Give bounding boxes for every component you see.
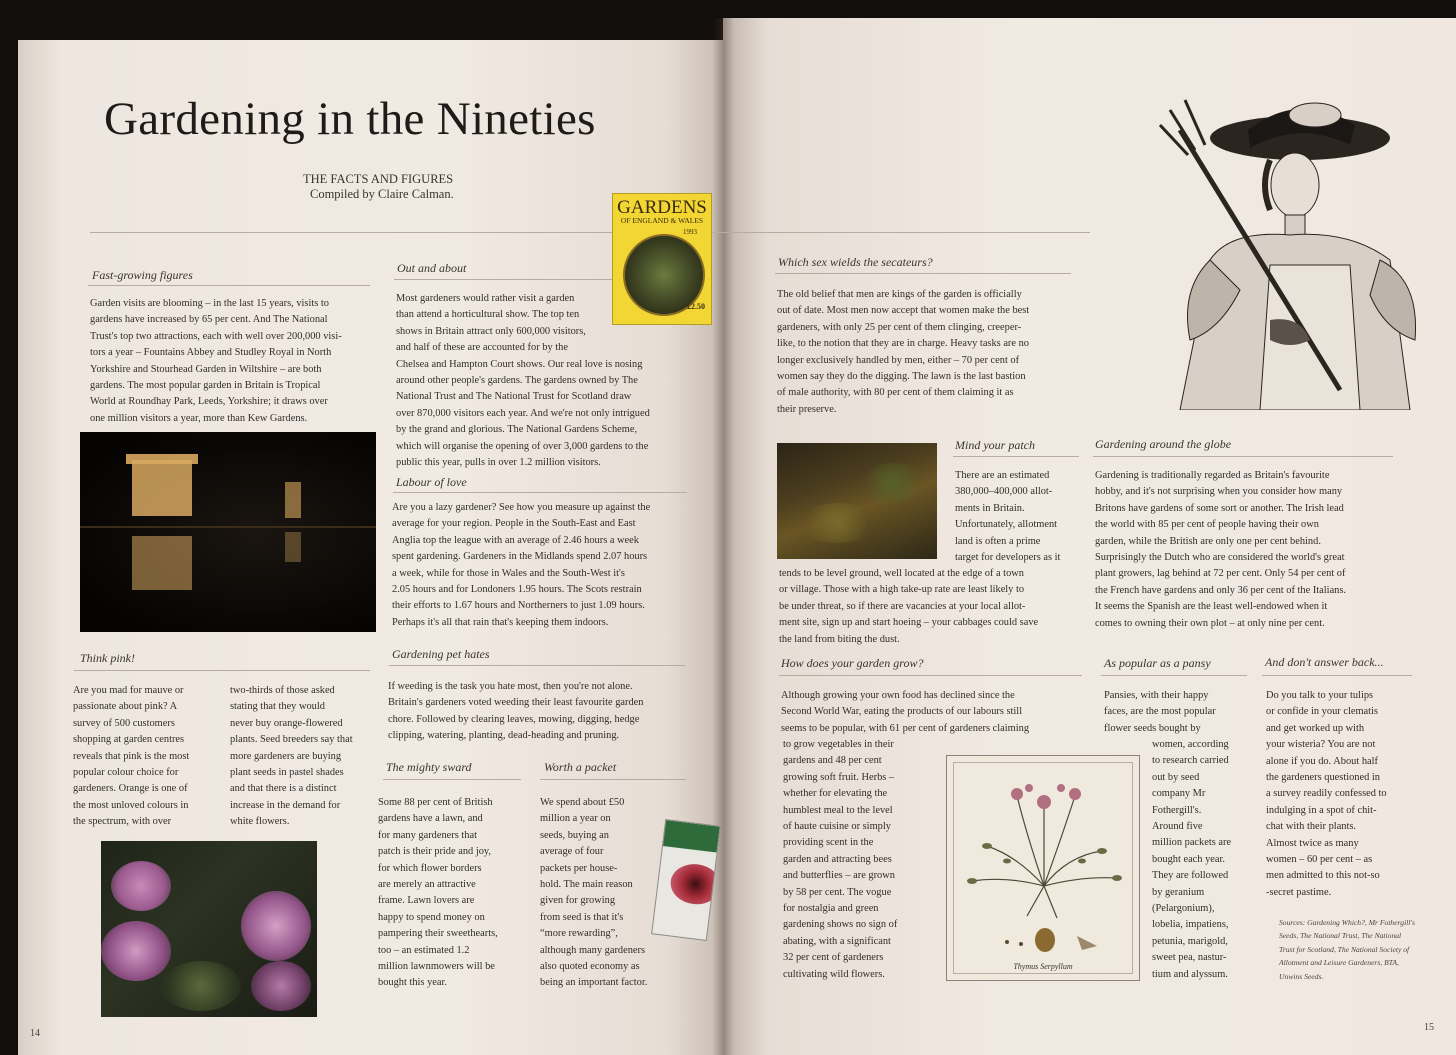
section-body-garden-grow-wide: Although growing your own food has declined since the Second World War, eating the products of our labours still seems to be popular, with 61 per cent of gardeners claiming (781, 690, 1030, 734)
section-heading-out-and-about: Out and about (397, 261, 467, 275)
section-body-which-sex: The old belief that men are kings of the garden is officially out of date. Most men now accept that women make the best gardeners, with only 25 per cent of them clinging, creeper- like, to the notion that they are in charge. Heavy tasks are no longer exclusively handled by men, either – 70 per cent of women say they do the digging. The lawn is the last bastion of male authority, with 80 per cent of them claiming it as their preserve. (777, 289, 1030, 415)
section-heading-pet-hates: Gardening pet hates (392, 647, 490, 661)
heading-rule (540, 779, 686, 780)
section-body-labour-of-love: Are you a lazy gardener? See how you measure up against the average for your region. People in the South-East and East Anglia top the league with an average of 2.46 hours a week spent gardening. Gardeners in the Midlands spend 2.07 hours a week, while for those in Wales and the South-West it's 2.05 hours and for Londoners 1.95 hours. The Scots restrain their efforts to 1.67 hours and Northerners to just 1.09 hours. Perhaps it's all that rain that's keeping them indoors. (392, 502, 651, 628)
section-heading-which-sex: Which sex wields the secateurs? (778, 255, 933, 269)
section-body-mighty-sward: Some 88 per cent of British gardens have a lawn, and for many gardeners that patch is their pride and joy, for which flower borders are merely an attractive frame. Lawn lovers are happy to spend money on pampering their sweethearts, too – an estimated 1.2 million lawnmowers will be bought this year. (378, 797, 498, 989)
section-body-pet-hates: If weeding is the task you hate most, then you're not alone. Britain's gardeners voted weeding their least favourite garden chore. Followed by clearing leaves, mowing, digging, hedge clipping, watering, planting, dead-heading and pruning. (388, 681, 644, 742)
thyme-plant-icon (957, 766, 1131, 926)
allotment-photo (777, 443, 937, 559)
section-body-mind-your-patch-wide: tends to be level ground, well located at the edge of a town or village. Those with a high take-up rate are least likely to be under threat, so if there are vacancies at your local allot- ment site, sign up and start hoeing – your cabbages could save the land from biting the dust. (779, 568, 1039, 645)
page-number-right: 15 (1424, 1022, 1434, 1033)
section-heading-worth-a-packet: Worth a packet (544, 760, 617, 774)
heading-rule (74, 670, 370, 671)
herb-caption: Thymus Serpyllum (1013, 962, 1073, 971)
section-heading-garden-grow: How does your garden grow? (781, 656, 924, 670)
sources-note: Sources: Gardening Which?, Mr Fothergill's Seeds, The National Trust, The National Trust for Scotland, The National Society of Allotment and Leisure Gardeners, BTA, Unwins Seeds. (1279, 918, 1415, 981)
thyme-botanical-illustration (946, 755, 1140, 981)
section-body-worth-a-packet: We spend about £50 million a year on seeds, buying an average of four packets per house- hold. The main reason given for growing from seed is that it's “more rewarding”, although many gardeners also quoted economy as being an important factor. (540, 797, 648, 989)
article-title: Gardening in the Nineties (104, 93, 596, 145)
section-heading-fast-growing: Fast-growing figures (92, 268, 193, 282)
section-heading-mighty-sward: The mighty sward (386, 760, 472, 774)
section-body-mind-your-patch-narrow: There are an estimated 380,000–400,000 allot- ments in Britain. Unfortunately, allotment land is often a prime target for developers as it (955, 470, 1061, 564)
heading-rule (88, 285, 370, 286)
section-body-out-and-about: Most gardeners would rather visit a garden than attend a horticultural show. The top ten shows in Britain attract only 600,000 visitors, and half of these are accounted for by the Chelsea and Hampton Court shows. Our real love is nosing around other people's gardens. The gardens owned by The National Trust and The National Trust for Scotland draw over 870,000 visitors each year. And we're not only intrigued by the grand and glorious. The National Gardens Scheme, which will organise the opening of over 3,000 gardens to the public this year, pulls in over 1.2 million visitors. (396, 293, 650, 469)
section-heading-pansy: As popular as a pansy (1104, 656, 1211, 670)
section-heading-around-the-globe: Gardening around the globe (1095, 437, 1232, 451)
section-heading-labour-of-love: Labour of love (396, 475, 467, 489)
title-rule (90, 232, 1090, 233)
heading-rule (389, 665, 685, 666)
page-number-left: 14 (30, 1028, 40, 1039)
heading-rule (1262, 675, 1412, 676)
section-heading-think-pink: Think pink! (80, 651, 135, 665)
heading-rule (1093, 456, 1393, 457)
gardens-book-cover: GARDENS OF ENGLAND & WALES 1993 £2.50 (612, 193, 712, 325)
section-body-garden-grow-narrow: to grow vegetables in their gardens and 48 per cent growing soft fruit. Herbs – whether for elevating the humblest meal to the level of haute cuisine or simply providing scent in the garden and attracting bees and butterflies – are grown by 58 per cent. The vogue for nostalgia and green gardening shows no sign of abating, with a significant 32 per cent of gardeners cultivating wild flowers. (783, 739, 898, 980)
heading-rule (394, 279, 614, 280)
article-kicker: THE FACTS AND FIGURES (303, 172, 454, 186)
heading-rule (383, 779, 521, 780)
article-byline: Compiled by Claire Calman. (310, 187, 454, 201)
section-body-pansy-narrow: women, according to research carried out by seed company Mr Fothergill's. Around five million packets are bought each year. They are followed by geranium (Pelargonium), lobelia, impatiens, petunia, marigold, sweet pea, nastur- tium and alyssum. (1152, 739, 1232, 980)
seed-detail-icon (977, 928, 1117, 958)
pink-flowers-photo (101, 841, 317, 1017)
woman-with-pitchfork-engraving (1150, 90, 1440, 410)
lake-temple-photo (80, 432, 376, 632)
section-body-think-pink-col1: Are you mad for mauve or passionate about pink? A survey of 500 customers shopping at garden centres reveals that pink is the most popular colour choice for gardeners. Orange is one of the most unloved colours in the spectrum, with over (73, 685, 190, 828)
heading-rule (393, 492, 687, 493)
section-body-think-pink-col2: two-thirds of those asked stating that they would never buy orange-flowered plants. Seed breeders say that more gardeners are buying plant seeds in pastel shades and that there is a distinct increase in the demand for white flowers. (230, 685, 353, 828)
section-body-pansy-wide: Pansies, with their happy faces, are the most popular flower seeds bought by (1104, 690, 1216, 734)
section-heading-mind-your-patch: Mind your patch (955, 438, 1035, 452)
section-body-answer-back: Do you talk to your tulips or confide in your clematis and get worked up with your wisteria? You are not alone if you do. About half the gardeners questioned in a survey readily confessed to indulging in a spot of chit- chat with their plants. Almost twice as many women – 60 per cent – as men admitted to this not-so -secret pastime. (1266, 690, 1387, 898)
section-heading-answer-back: And don't answer back... (1265, 655, 1384, 669)
section-body-around-the-globe: Gardening is traditionally regarded as Britain's favourite hobby, and it's not surprising when you consider how many Britons have gardens of some sort or another. The Irish lead the world with 85 per cent of people having their own garden, while the British are only one per cent behind. Surprisingly the Dutch who are considered the world's great plant growers, lag behind at 72 per cent. Only 54 per cent of the French have gardens and only 36 per cent of the Italians. It seems the Spanish are the least well-endowed when it comes to owning their own plot – at only nine per cent. (1095, 470, 1347, 629)
heading-rule (1101, 675, 1247, 676)
heading-rule (775, 273, 1071, 274)
heading-rule (953, 456, 1079, 457)
heading-rule (779, 675, 1082, 676)
page-gutter (712, 18, 734, 1055)
section-body-fast-growing: Garden visits are blooming – in the last 15 years, visits to gardens have increased by 65 per cent. And The National Trust's top two attractions, each with well over 200,000 visi- tors a year – Fountains Abbey and Studley Royal in North Yorkshire and Stourhead Garden in Wiltshire – are both gardens. The most popular garden in Britain is Tropical World at Roundhay Park, Leeds, Yorkshire; it draws over one million visitors a year, more than Kew Gardens. (90, 298, 342, 424)
